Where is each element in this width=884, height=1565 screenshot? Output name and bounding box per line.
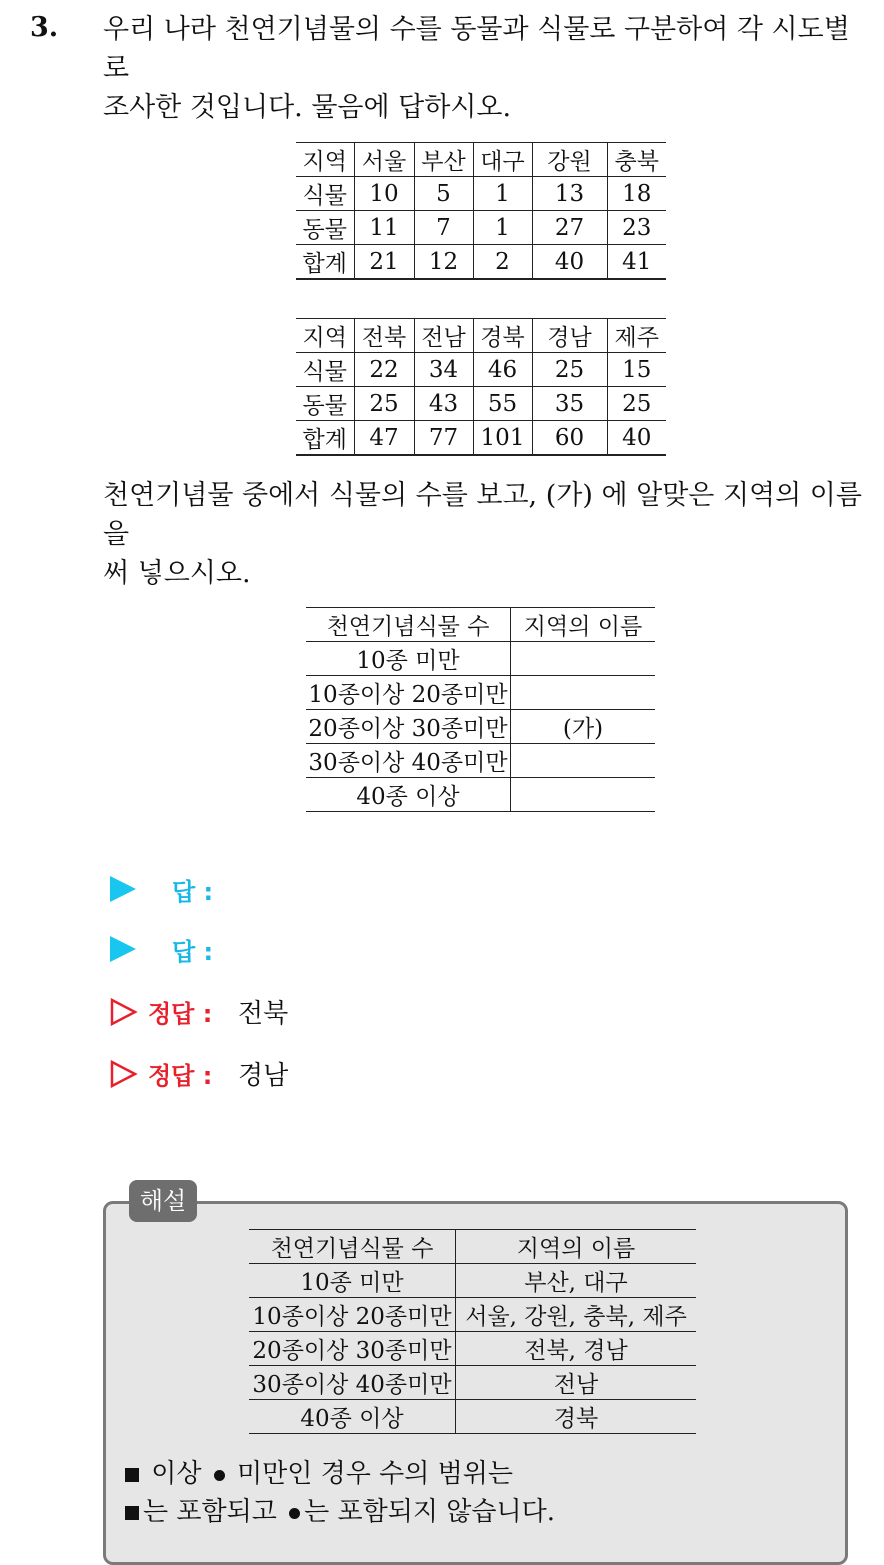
region-cell (511, 642, 656, 676)
table-cell: 7 (414, 211, 473, 245)
range-label: 40종 이상 (249, 1400, 456, 1434)
table-row (296, 421, 666, 456)
explanation-table-header (249, 1230, 696, 1264)
table-row (249, 1264, 696, 1298)
correct-label: 정답 : (148, 1000, 213, 1028)
table-cell: 46 (473, 353, 532, 387)
outline-triangle-icon (110, 998, 138, 1026)
header-plant-count: 천연기념식물 수 (306, 608, 511, 642)
table-cell: 10 (354, 177, 414, 211)
correct-value: 전북 (238, 999, 289, 1029)
range-label: 10종이상 20종미만 (306, 676, 511, 710)
table-cell: 60 (532, 421, 607, 456)
range-label: 10종 미만 (249, 1264, 456, 1298)
range-label: 10종이상 20종미만 (249, 1298, 456, 1332)
range-label: 20종이상 30종미만 (249, 1332, 456, 1366)
table-cell: 77 (414, 421, 473, 456)
table-row (296, 387, 666, 421)
blank-ga-cell: (가) (511, 710, 656, 744)
table-row (249, 1332, 696, 1366)
row-label: 합계 (296, 421, 354, 456)
explanation-note-1 (125, 1453, 513, 1490)
table-cell: 2 (473, 245, 532, 280)
explanation-note-2 (125, 1491, 555, 1528)
region-header: 경남 (532, 319, 607, 353)
row-label: 합계 (296, 245, 354, 280)
play-triangle-icon (110, 936, 136, 962)
outline-triangle-icon (110, 1060, 138, 1088)
region-header: 서울 (354, 143, 414, 177)
table-cell: 35 (532, 387, 607, 421)
table-cell: 25 (354, 387, 414, 421)
filled-dot-icon (289, 1508, 300, 1519)
question-number: 3. (30, 12, 59, 43)
table-cell: 15 (607, 353, 666, 387)
table-cell: 40 (532, 245, 607, 280)
table-cell: 43 (414, 387, 473, 421)
filled-square-icon (125, 1468, 139, 1482)
header-region-name: 지역의 이름 (511, 608, 656, 642)
table-cell: 40 (607, 421, 666, 456)
table-row (249, 1366, 696, 1400)
table-cell: 12 (414, 245, 473, 280)
range-label: 30종이상 40종미만 (249, 1366, 456, 1400)
region-cell (511, 744, 656, 778)
table-row (296, 245, 666, 280)
region-header: 전남 (414, 319, 473, 353)
note-text: 이상 (151, 1459, 202, 1489)
table-header-row (296, 319, 666, 353)
row-label: 식물 (296, 177, 354, 211)
explanation-tag: 해설 (129, 1180, 197, 1222)
answer-label: 답 : (172, 938, 214, 966)
table-cell: 22 (354, 353, 414, 387)
table-cell: 13 (532, 177, 607, 211)
note-text: 는 포함되고 (143, 1497, 277, 1527)
range-label: 30종이상 40종미만 (306, 744, 511, 778)
table-cell: 23 (607, 211, 666, 245)
question-line-1: 우리 나라 천연기념물의 수를 동물과 식물로 구분하여 각 시도별로 (103, 14, 850, 84)
question-text (103, 10, 873, 127)
table-row (296, 211, 666, 245)
table-row (296, 177, 666, 211)
table-cell: 11 (354, 211, 414, 245)
region-header: 경북 (473, 319, 532, 353)
correct-value: 경남 (238, 1061, 289, 1091)
note-text: 는 포함되지 않습니다. (304, 1497, 555, 1527)
row-label: 지역 (296, 319, 354, 353)
header-plant-count: 천연기념식물 수 (249, 1230, 456, 1264)
table-cell: 47 (354, 421, 414, 456)
filled-square-icon (125, 1506, 139, 1520)
instruction-line-1: 천연기념물 중에서 식물의 수를 보고, (가) 에 알맞은 지역의 이름을 (103, 480, 862, 550)
table-cell: 1 (473, 211, 532, 245)
table-cell: 5 (414, 177, 473, 211)
range-label: 20종이상 30종미만 (306, 710, 511, 744)
instruction-text (103, 476, 873, 593)
table-row (306, 744, 655, 778)
data-table-1 (296, 142, 666, 280)
region-header: 강원 (532, 143, 607, 177)
region-header: 대구 (473, 143, 532, 177)
region-list: 부산, 대구 (456, 1264, 697, 1298)
table-cell: 41 (607, 245, 666, 280)
table-row (249, 1298, 696, 1332)
table-row (306, 642, 655, 676)
region-header: 전북 (354, 319, 414, 353)
filled-dot-icon (214, 1470, 225, 1481)
region-cell (511, 676, 656, 710)
table-cell: 27 (532, 211, 607, 245)
region-header: 제주 (607, 319, 666, 353)
table-cell: 101 (473, 421, 532, 456)
table-cell: 25 (607, 387, 666, 421)
region-list: 서울, 강원, 충북, 제주 (456, 1298, 697, 1332)
row-label: 지역 (296, 143, 354, 177)
answer-label: 답 : (172, 878, 214, 906)
region-list: 전남 (456, 1366, 697, 1400)
table-cell: 25 (532, 353, 607, 387)
range-table-header (306, 608, 655, 642)
range-table (306, 607, 655, 812)
header-region-name: 지역의 이름 (456, 1230, 697, 1264)
row-label: 동물 (296, 387, 354, 421)
table-cell: 18 (607, 177, 666, 211)
row-label: 식물 (296, 353, 354, 387)
data-table-2 (296, 318, 666, 456)
table-header-row (296, 143, 666, 177)
table-row (306, 778, 655, 812)
row-label: 동물 (296, 211, 354, 245)
table-cell: 1 (473, 177, 532, 211)
region-cell (511, 778, 656, 812)
range-label: 10종 미만 (306, 642, 511, 676)
explanation-table (249, 1229, 696, 1434)
table-row (296, 353, 666, 387)
region-list: 경북 (456, 1400, 697, 1434)
question-line-2: 조사한 것입니다. 물음에 답하시오. (103, 92, 512, 123)
correct-label: 정답 : (148, 1062, 213, 1090)
note-text: 미만인 경우 수의 범위는 (237, 1459, 513, 1489)
instruction-line-2: 써 넣으시오. (103, 558, 251, 589)
table-row (306, 710, 655, 744)
table-cell: 21 (354, 245, 414, 280)
table-row (306, 676, 655, 710)
region-header: 부산 (414, 143, 473, 177)
play-triangle-icon (110, 876, 136, 902)
table-cell: 55 (473, 387, 532, 421)
region-list: 전북, 경남 (456, 1332, 697, 1366)
range-label: 40종 이상 (306, 778, 511, 812)
region-header: 충북 (607, 143, 666, 177)
table-row (249, 1400, 696, 1434)
table-cell: 34 (414, 353, 473, 387)
